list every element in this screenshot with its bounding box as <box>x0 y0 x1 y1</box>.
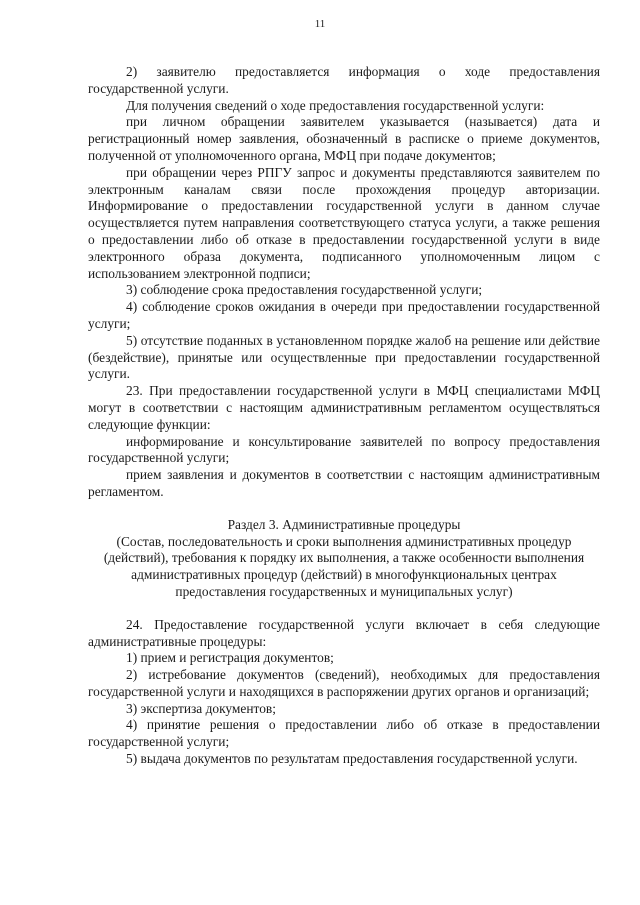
paragraph: Для получения сведений о ходе предоставления государственной услуги: <box>126 97 545 113</box>
paragraph: при личном обращении заявителем указывается (называется) дата и регистрационный номер заявления, обозначенный в расписке о приеме документов, полученной от уполномоченного органа, МФЦ при подаче документов; <box>88 114 600 163</box>
document-body <box>88 64 600 768</box>
section-title: Раздел 3. Административные процедуры <box>227 516 461 532</box>
list-item: 2) истребование документов (сведений), необходимых для предоставления государственной услуги и находящихся в распоряжении других органов и организаций; <box>88 667 600 699</box>
paragraph: 5) отсутствие поданных в установленном порядке жалоб на решение или действие (бездействие), принятые или осуществленные при предоставлении государственной услуги. <box>88 332 600 382</box>
paragraph: информирование и консультирование заявителей по вопросу предоставления государственной услуги; <box>88 433 600 466</box>
list-item: 4) принятие решения о предоставлении либо об отказе в предоставлении государственной услуги; <box>88 717 600 750</box>
paragraph: 4) соблюдение сроков ожидания в очереди при предоставлении государственной услуги; <box>88 299 600 331</box>
list-item: 1) прием и регистрация документов; <box>126 650 334 666</box>
list-item: 3) экспертиза документов; <box>126 700 276 716</box>
paragraph: 23. При предоставлении государственной услуги в МФЦ специалистами МФЦ могут в соответствии с настоящим административным регламентом осуществляться следующие функции: <box>88 383 600 432</box>
paragraph: 3) соблюдение срока предоставления государственной услуги; <box>126 282 483 298</box>
paragraph: при обращении через РПГУ запрос и документы представляются заявителем по электронным каналам связи после прохождения процедур авторизации. Информирование о предоставлении государственной услуги в данном случае осуществляется путем направления соответствующего статуса услуги, а также решения о предоставлении либо об отказе в предоставлении государственной услуги в виде электронного образа документа, подписанного уполномоченным лицом с использованием электронной подписи; <box>88 164 600 281</box>
paragraph: прием заявления и документов в соответствии с настоящим административным регламентом. <box>88 467 600 499</box>
page-number: 11 <box>314 18 326 30</box>
paragraph: 2) заявителю предоставляется информация о ходе предоставления государственной услуги. <box>88 64 600 96</box>
paragraph: 24. Предоставление государственной услуги включает в себя следующие административные процедуры: <box>88 616 600 649</box>
section-subtitle: (Состав, последовательность и сроки выполнения административных процедур (действий), требования к порядку их выполнения, а также особенности выполнения административных процедур (действий) в многофункциональных центрах предоставления государственных и муниципальных услуг) <box>103 533 585 599</box>
list-item: 5) выдача документов по результатам предоставления государственной услуги. <box>126 751 578 767</box>
